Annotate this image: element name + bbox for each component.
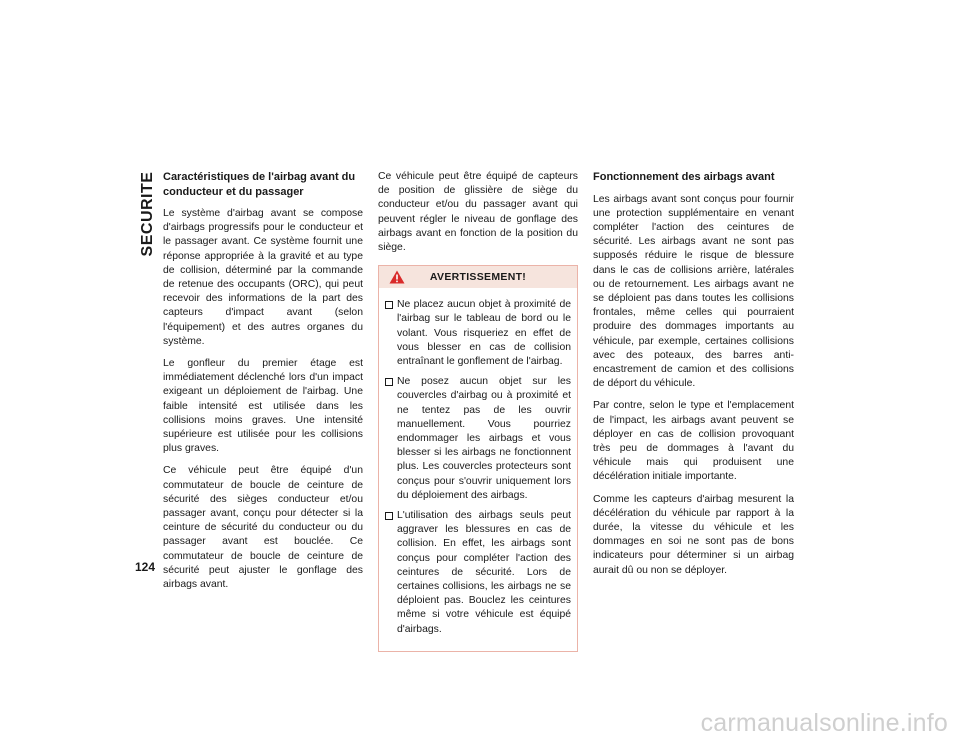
column-2 <box>378 170 578 652</box>
column-1 <box>163 170 363 600</box>
warning-item-text: Ne posez aucun objet sur les couvercles d'airbag ou à proximité et ne tentez pas de les ouvrir manuellement. Vous pourriez endommager les airbags et vous blesser si les airbags ne fonctionnent plus. Les couvercles protecteurs sont conçus pour s'ouvrir uniquement lors du déploiement des airbags. <box>397 376 571 501</box>
column-3 <box>593 170 794 586</box>
paragraph: Par contre, selon le type et l'emplacement de l'impact, les airbags avant peuvent se déployer en cas de collision provoquant très peu de dommages à l'avant du véhicule mais qui produisent une décélération initiale importante. <box>593 400 794 483</box>
paragraph: Le gonfleur du premier étage est immédiatement déclenché lors d'un impact exigeant un déploiement de l'airbag. Une faible intensité est utilisée dans les collisions moins graves. Une intensité supérieure est utilisée pour les collisions plus graves. <box>163 358 363 455</box>
warning-box <box>378 265 578 652</box>
heading-front-airbag-features: Caractéristiques de l'airbag avant du conducteur et du passager <box>163 171 356 198</box>
warning-title: AVERTISSEMENT! <box>429 271 527 284</box>
paragraph-intro: Ce véhicule peut être équipé de capteurs de position de glissière de siège du conducteur et/ou du passager avant qui peuvent régler le niveau de gonflage des airbags avant en fonction de la position du siège. <box>378 171 578 254</box>
warning-item-text: Ne placez aucun objet à proximité de l'airbag sur le tableau de bord ou le volant. Vous risqueriez en effet de vous blesser en cas de collision entraînant le gonflement de l'airbag. <box>397 299 571 368</box>
warning-header <box>379 266 577 288</box>
square-bullet-icon <box>385 301 393 309</box>
paragraph: Les airbags avant sont conçus pour fournir une protection supplémentaire en venant compléter l'action des ceintures de sécurité. Les airbags avant ne sont pas supposés réduire le risque de blessure dans le cas de collisions arrière, latérales ou de retournement. Les airbags avant ne se déploient pas dans toutes les collisions frontales, même celles qui pourraient produire des dommages importants au véhicule, par exemple, certaines collisions avec des poteaux, des barres anti-encastrement de camion et des collisions de déport du véhicule. <box>593 193 794 390</box>
warning-item <box>385 509 571 637</box>
warning-item <box>385 375 571 503</box>
warning-triangle-icon <box>389 270 405 284</box>
square-bullet-icon <box>385 378 393 386</box>
warning-item <box>385 298 571 369</box>
paragraph: Comme les capteurs d'airbag mesurent la décélération du véhicule par rapport à la durée, la vitesse du véhicule et les dommages en soi ne sont pas de bons indicateurs pour déterminer si un airbag aurait dû ou non se déployer. <box>593 493 794 576</box>
square-bullet-icon <box>385 512 393 520</box>
paragraph: Ce véhicule peut être équipé d'un commutateur de boucle de ceinture de sécurité des sièges conducteur et/ou passager avant, conçu pour détecter si la ceinture de sécurité du conducteur ou du passager avant est bouclée. Ce commutateur de boucle de ceinture de sécurité peut ajuster le gonflage des airbags avant. <box>163 465 363 591</box>
page-number: 124 <box>135 560 156 574</box>
heading-front-airbag-operation: Fonctionnement des airbags avant <box>593 171 775 183</box>
warning-item-text: L'utilisation des airbags seuls peut aggraver les blessures en cas de collision. En effet, les airbags sont conçus pour compléter l'action des ceintures de sécurité. Lors de certaines collisions, les airbags ne se déploient pas. Bouclez les ceintures même si votre véhicule est équipé d'airbags. <box>397 510 571 635</box>
paragraph: Le système d'airbag avant se compose d'airbags progressifs pour le conducteur et le passager avant. Ce système fournit une réponse appropriée à la gravité et au type de collision, déterminé par la commande de retenue des occupants (ORC), qui peut recevoir des informations de la part des capteurs d'impact avant (selon l'équipement) et des autres organes du système. <box>163 208 363 347</box>
watermark: carmanualsonline.info <box>700 709 948 737</box>
section-tab <box>137 166 159 266</box>
section-title: SECURITE <box>139 171 156 257</box>
